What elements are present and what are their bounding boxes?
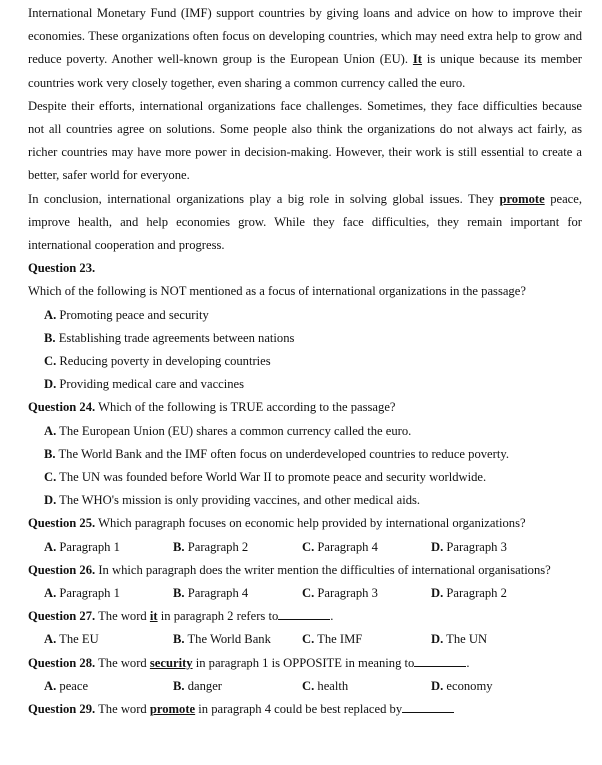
passage-text: International Monetary Fund (IMF) support countries by giving loans and advice on how to improve their economies. These organizations often focus on developing countries, which may need extra help to grow and reduce poverty. Another well-known group is the European Union (EU).: [28, 6, 582, 67]
option-a[interactable]: A. peace: [44, 678, 89, 693]
passage-text: is unique because its member countries work very closely together, even sharing a common currency called the euro.: [28, 52, 582, 90]
question-25: [28, 512, 582, 535]
option-a[interactable]: A. Promoting peace and security: [44, 307, 209, 322]
option-d[interactable]: D. The UN: [431, 632, 488, 647]
question-23-stem: Which of the following is NOT mentioned as a focus of international organizations in the passage?: [28, 284, 526, 299]
question-25-options: [28, 536, 582, 559]
answer-blank: [414, 653, 466, 667]
question-26-options: [28, 582, 582, 605]
option-a[interactable]: A. The EU: [44, 632, 99, 647]
underlined-word-promote: promote: [149, 702, 196, 717]
question-23-title: Question 23.: [28, 261, 96, 276]
option-b[interactable]: B. Paragraph 4: [173, 586, 249, 601]
question-27: Question 27. The word it in paragraph 2 refers to .: [28, 605, 582, 628]
question-24-stem: Which of the following is TRUE according to the passage?: [98, 400, 396, 415]
passage-text: In conclusion, international organizations play a big role in solving global issues. They: [28, 191, 494, 206]
question-29-title: Question 29.: [28, 702, 96, 717]
question-28-options: [28, 675, 582, 698]
option-d[interactable]: D. The WHO's mission is only providing vaccines, and other medical aids.: [44, 493, 421, 508]
option-c[interactable]: C. Paragraph 4: [302, 539, 378, 554]
question-25-stem: Which paragraph focuses on economic help provided by international organizations?: [98, 516, 526, 531]
option-b[interactable]: B. Paragraph 2: [173, 539, 249, 554]
question-28-title: Question 28.: [28, 655, 96, 670]
question-26-stem: In which paragraph does the writer mention the difficulties of international organisations?: [98, 562, 551, 577]
question-24-options: [28, 420, 582, 513]
option-c[interactable]: C. The IMF: [302, 632, 363, 647]
underlined-word-promote: promote: [499, 191, 545, 206]
option-a[interactable]: A. Paragraph 1: [44, 539, 120, 554]
option-d[interactable]: D. Paragraph 3: [431, 539, 507, 554]
underlined-word-it: It: [412, 52, 422, 67]
passage-text: peace, improve health, and help economies grow. While they face difficulties, they remain important for international cooperation and progress.: [28, 191, 583, 253]
option-a[interactable]: A. The European Union (EU) shares a common currency called the euro.: [44, 423, 412, 438]
option-b[interactable]: B. The World Bank and the IMF often focus on underdeveloped countries to reduce poverty.: [44, 446, 509, 461]
passage-paragraph-4: [28, 188, 582, 258]
question-27-options: [28, 628, 582, 651]
question-24-title: Question 24.: [28, 400, 96, 415]
option-d[interactable]: D. Providing medical care and vaccines: [44, 377, 245, 392]
answer-blank: [278, 606, 330, 620]
question-28: Question 28. The word security in paragraph 1 is OPPOSITE in meaning to .: [28, 652, 582, 675]
question-24: [28, 396, 582, 419]
passage-paragraph-3: Despite their efforts, international organizations face challenges. Sometimes, they face difficulties because not all countries agree on solutions. Some people also think the organizations do not always act fairly, as richer countries may have more power in decision-making. However, their work is still essential to create a better, safer world for everyone.: [28, 98, 582, 183]
question-26: [28, 559, 582, 582]
question-25-title: Question 25.: [28, 516, 96, 531]
option-c[interactable]: C. The UN was founded before World War II to promote peace and security worldwide.: [44, 470, 487, 485]
option-a[interactable]: A. Paragraph 1: [44, 586, 120, 601]
option-c[interactable]: C. health: [302, 678, 349, 693]
underlined-word-security: security: [149, 655, 193, 670]
option-c[interactable]: C. Paragraph 3: [302, 586, 378, 601]
underlined-word-it: it: [149, 609, 158, 624]
option-d[interactable]: D. economy: [431, 678, 493, 693]
option-d[interactable]: D. Paragraph 2: [431, 586, 507, 601]
answer-blank: [402, 699, 454, 713]
question-27-title: Question 27.: [28, 609, 96, 624]
passage-paragraph-2: [28, 2, 582, 95]
question-23-options: [28, 304, 582, 397]
option-b[interactable]: B. danger: [173, 678, 222, 693]
question-29: Question 29. The word promote in paragraph 4 could be best replaced by: [28, 698, 582, 721]
option-b[interactable]: B. The World Bank: [173, 632, 271, 647]
option-b[interactable]: B. Establishing trade agreements between nations: [44, 330, 295, 345]
option-c[interactable]: C. Reducing poverty in developing countries: [44, 354, 271, 369]
question-26-title: Question 26.: [28, 562, 96, 577]
